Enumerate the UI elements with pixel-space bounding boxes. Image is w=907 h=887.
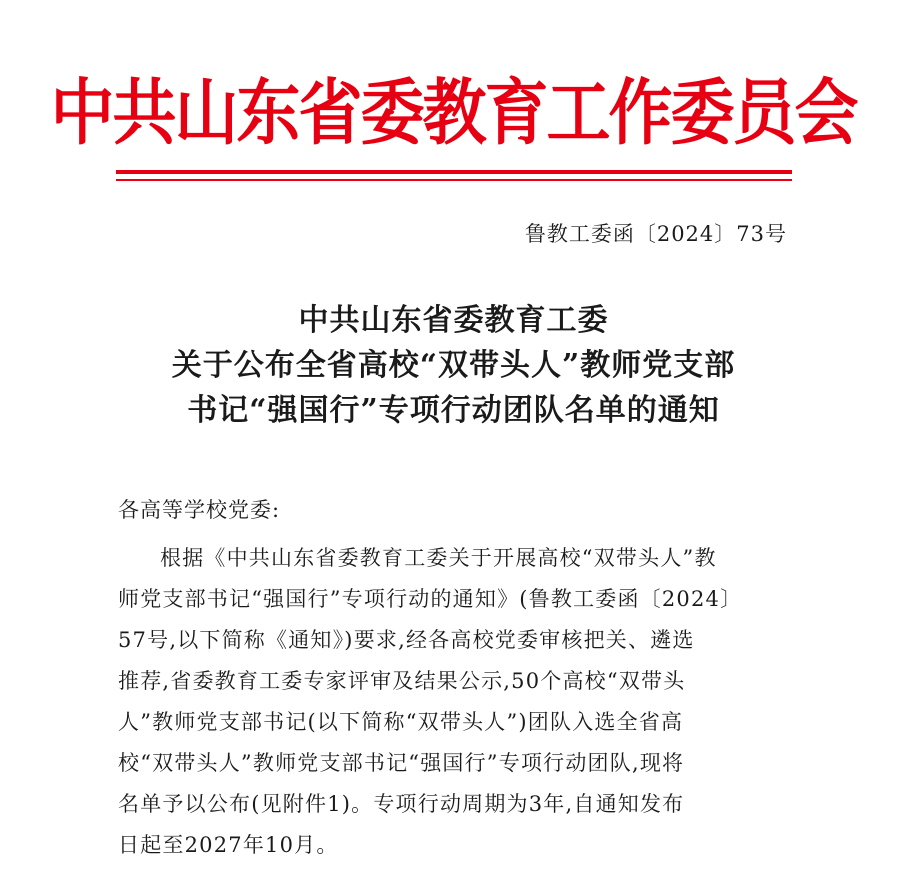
body-line: 日起至2027年10月。 — [118, 833, 339, 857]
body-paragraph — [118, 538, 790, 866]
body-line: 根据《中共山东省委教育工委关于开展高校“双带头人”教 — [160, 546, 717, 570]
body-line: 师党支部书记“强国行”专项行动的通知》(鲁教工委函〔2024〕 — [118, 587, 743, 611]
org-masthead: 中共山东省委教育工作委员会 — [50, 72, 857, 156]
title-line-2: 关于公布全省高校“双带头人”教师党支部 — [171, 348, 736, 383]
body-line: 名单予以公布(见附件1)。专项行动周期为3年,自通知发布 — [118, 792, 685, 816]
title-line-1: 中共山东省委教育工委 — [298, 303, 609, 338]
title-line-3: 书记“强国行”专项行动团队名单的通知 — [187, 393, 720, 428]
body-line: 推荐,省委教育工委专家评审及结果公示,50个高校“双带头 — [118, 669, 686, 693]
body-line: 校“双带头人”教师党支部书记“强国行”专项行动团队,现将 — [118, 751, 685, 775]
document-number: 鲁教工委函〔2024〕73号 — [524, 222, 787, 246]
document-title — [0, 298, 907, 433]
body-line: 57号,以下简称《通知》)要求,经各高校党委审核把关、遴选 — [118, 628, 695, 652]
red-divider-thin — [116, 179, 792, 181]
red-divider-thick — [116, 170, 792, 174]
salutation: 各高等学校党委: — [118, 498, 281, 522]
body-line: 人”教师党支部书记(以下简称“双带头人”)团队入选全省高 — [118, 710, 684, 734]
